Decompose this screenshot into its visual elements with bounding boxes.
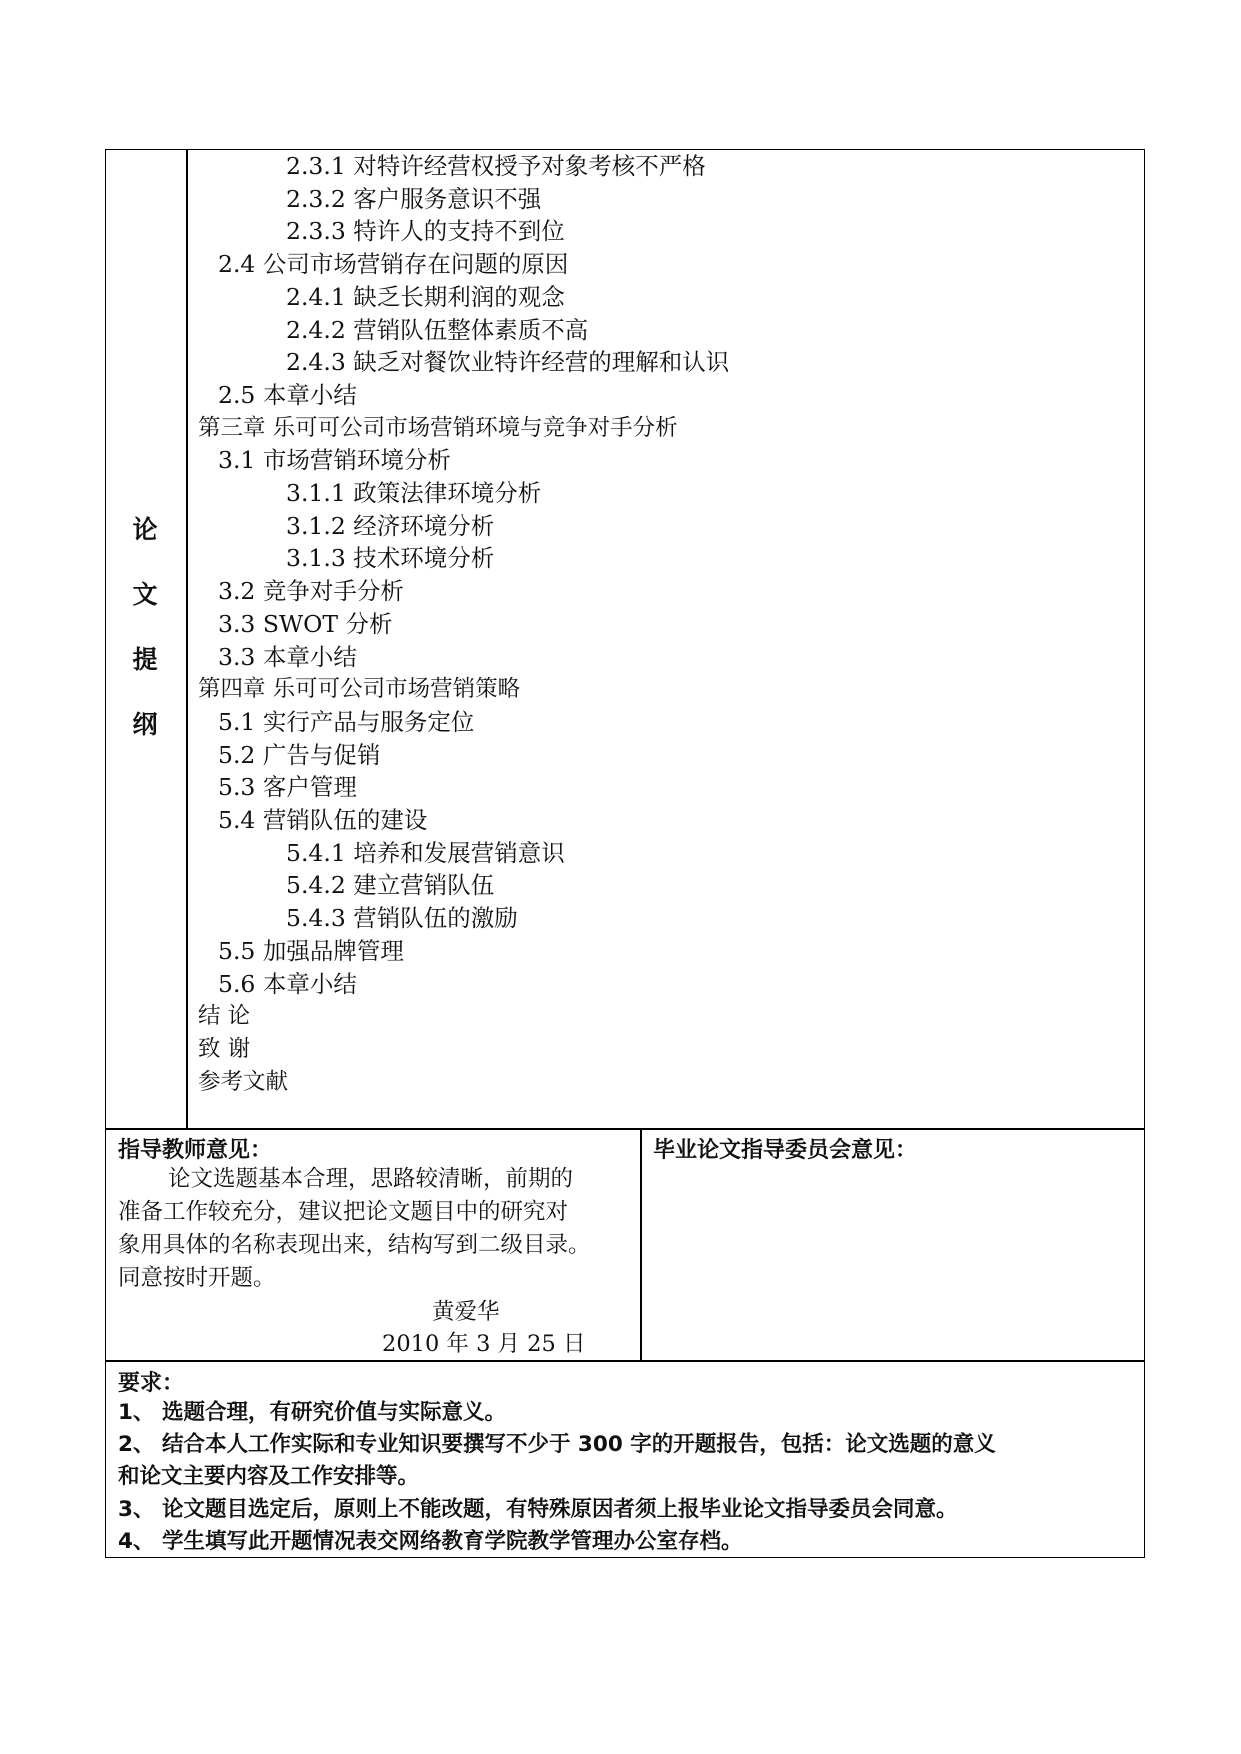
- outline-line: 2.4 公司市场营销存在问题的原因: [218, 250, 569, 279]
- requirement-item: 4、 学生填写此开题情况表交网络教育学院教学管理办公室存档。: [118, 1529, 743, 1554]
- outline-line: 5.6 本章小结: [218, 969, 357, 998]
- outline-line: 第四章 乐可可公司市场营销策略: [198, 676, 521, 703]
- advisor-date: 2010 年 3 月 25 日: [382, 1331, 586, 1357]
- outline-line: 参考文献: [198, 1068, 289, 1095]
- advisor-signature: 黄爱华: [432, 1299, 500, 1325]
- advisor-comment-line: 论文选题基本合理，思路较清晰，前期的: [168, 1166, 574, 1192]
- side-column-divider: [186, 149, 188, 1129]
- outline-line: 5.5 加强品牌管理: [218, 936, 404, 965]
- outline-line: 第三章 乐可可公司市场营销环境与竞争对手分析: [198, 414, 678, 441]
- advisor-comment-line: 同意按时开题。: [118, 1265, 276, 1291]
- advisor-opinion-title: 指导教师意见：: [118, 1138, 273, 1163]
- outline-line: 3.3 SWOT 分析: [218, 609, 393, 638]
- outline-line: 5.3 客户管理: [218, 773, 357, 802]
- requirement-item: 2、 结合本人工作实际和专业知识要撰写不少于 300 字的开题报告，包括：论文选题的意义: [118, 1432, 996, 1457]
- requirement-item-continued: 和论文主要内容及工作安排等。: [118, 1464, 420, 1489]
- advisor-comment-line: 象用具体的名称表现出来，结构写到二级目录。: [118, 1232, 591, 1258]
- outline-line: 2.4.1 缺乏长期利润的观念: [286, 282, 565, 311]
- opinion-column-divider: [640, 1128, 642, 1361]
- outline-line: 5.4.3 营销队伍的激励: [286, 904, 518, 933]
- outline-bottom-divider: [105, 1128, 1145, 1130]
- outline-line: 3.3 本章小结: [218, 642, 357, 671]
- outline-line: 结 论: [198, 1003, 251, 1030]
- side-label-char: 纲: [132, 710, 158, 739]
- outline-line: 3.1 市场营销环境分析: [218, 446, 451, 475]
- outline-line: 5.2 广告与促销: [218, 740, 381, 769]
- side-label-char: 提: [132, 645, 158, 674]
- committee-opinion-title: 毕业论文指导委员会意见：: [653, 1138, 918, 1163]
- opinion-bottom-divider: [105, 1360, 1145, 1362]
- outline-line: 致 谢: [198, 1035, 251, 1062]
- outline-line: 5.4 营销队伍的建设: [218, 806, 428, 834]
- outline-line: 5.4.2 建立营销队伍: [286, 871, 495, 900]
- requirement-item: 1、 选题合理，有研究价值与实际意义。: [118, 1400, 506, 1425]
- outline-line: 3.1.1 政策法律环境分析: [286, 479, 542, 507]
- outline-line: 2.5 本章小结: [218, 380, 357, 409]
- side-label-char: 文: [132, 580, 158, 609]
- side-label-char: 论: [132, 515, 158, 544]
- outline-line: 2.3.3 特许人的支持不到位: [286, 217, 565, 246]
- outline-line: 2.3.2 客户服务意识不强: [286, 184, 542, 213]
- outline-line: 5.1 实行产品与服务定位: [218, 707, 475, 736]
- requirement-item: 3、 论文题目选定后，原则上不能改题，有特殊原因者须上报毕业论文指导委员会同意。: [118, 1497, 958, 1522]
- outline-line: 3.2 竞争对手分析: [218, 577, 404, 606]
- outline-line: 2.4.2 营销队伍整体素质不高: [286, 315, 589, 344]
- outline-line: 5.4.1 培养和发展营销意识: [286, 838, 565, 867]
- outline-line: 3.1.2 经济环境分析: [286, 511, 495, 540]
- advisor-comment-line: 准备工作较充分，建议把论文题目中的研究对: [118, 1199, 569, 1225]
- outline-line: 2.3.1 对特许经营权授予对象考核不严格: [286, 152, 706, 180]
- outline-line: 3.1.3 技术环境分析: [286, 544, 495, 573]
- requirements-title: 要求：: [118, 1371, 185, 1396]
- outline-line: 2.4.3 缺乏对餐饮业特许经营的理解和认识: [286, 348, 730, 377]
